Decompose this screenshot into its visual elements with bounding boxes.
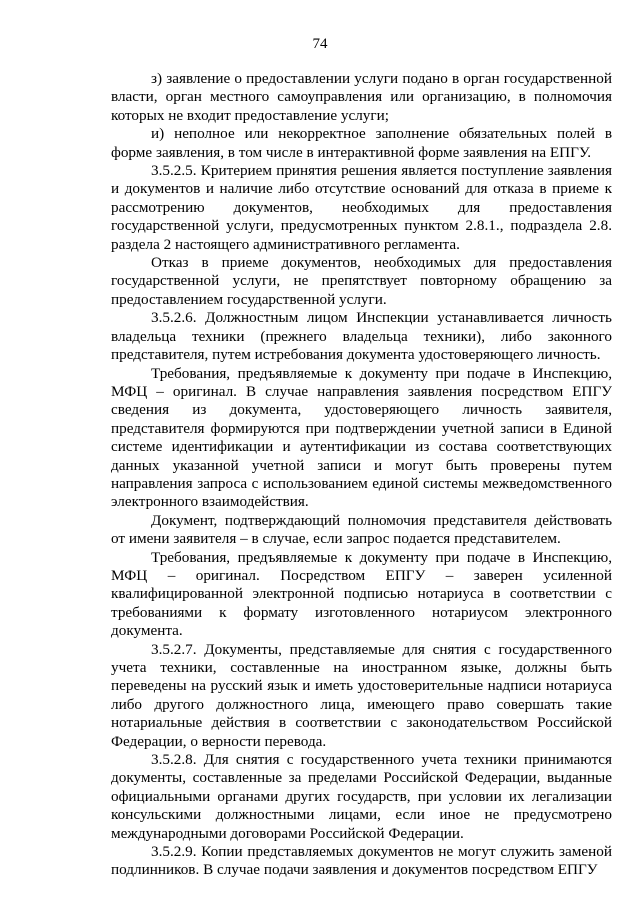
paragraph-3-5-2-8: 3.5.2.8. Для снятия с государственного учета техники принимаются документы, составленные за пределами Российской Федерации, выданные официальными органами других государств, при условии их легализации консульскими должностными лицами, если иное не предусмотрено международными договорами Российской Федерации. [111,751,612,842]
paragraph-item-i: и) неполное или некорректное заполнение обязательных полей в форме заявления, в том числе в интерактивной форме заявления на ЕПГУ. [111,125,612,161]
paragraph-representative-document: Документ, подтверждающий полномочия представителя действовать от имени заявителя – в случае, если запрос подается представителем. [111,511,612,548]
paragraph-3-5-2-5: 3.5.2.5. Критерием принятия решения является поступление заявления и документов и наличие либо отсутствие оснований для отказа в приеме к рассмотрению документов, необходимых для предоставления государственной услуги, предусмотренных пунктом 2.8.1., подраздела 2.8. раздела 2 настоящего административного регламента. [111,162,612,253]
paragraph-identity-requirements: Требования, предъявляемые к документу при подаче в Инспекцию, МФЦ – оригинал. В случае направления заявления посредством ЕПГУ сведения из документа, удостоверяющего личность заявителя, представителя формируются при подтверждении учетной записи в Единой системе идентификации и аутентификации из состава соответствующих данных указанной учетной записи и могут быть проверены путем направления запроса с использованием единой системы межведомственного электронного взаимодействия. [111,364,612,511]
paragraph-3-5-2-7: 3.5.2.7. Документы, представляемые для снятия с государственного учета техники, составленные на иностранном языке, должны быть переведены на русский язык и иметь удостоверительные надписи нотариуса либо другого должностного лица, имеющего право совершать такие нотариальные действия в соответствии с законодательством Российской Федерации, о верности перевода. [111,640,612,750]
page-number: 74 [312,36,328,52]
paragraph-representative-requirements: Требования, предъявляемые к документу при подаче в Инспекцию, МФЦ – оригинал. Посредством ЕПГУ – заверен усиленной квалифицированной электронной подписью нотариуса в соответствии с требованиями к формату изготовленного нотариусом электронного документа. [111,548,612,640]
paragraph-3-5-2-9: 3.5.2.9. Копии представляемых документов не могут служить заменой подлинников. В случае подачи заявления и документов посредством ЕПГУ [111,843,612,879]
paragraph-3-5-2-6: 3.5.2.6. Должностным лицом Инспекции устанавливается личность владельца техники (прежнего владельца техники), либо законного представителя, путем истребования документа удостоверяющего личность. [111,309,612,364]
paragraph-refusal: Отказ в приеме документов, необходимых для предоставления государственной услуги, не препятствует повторному обращению за предоставлением государственной услуги. [111,254,612,308]
paragraph-item-z: з) заявление о предоставлении услуги подано в орган государственной власти, орган местного самоуправления или организацию, в полномочия которых не входит предоставление услуги; [111,70,612,124]
document-body [111,70,612,880]
